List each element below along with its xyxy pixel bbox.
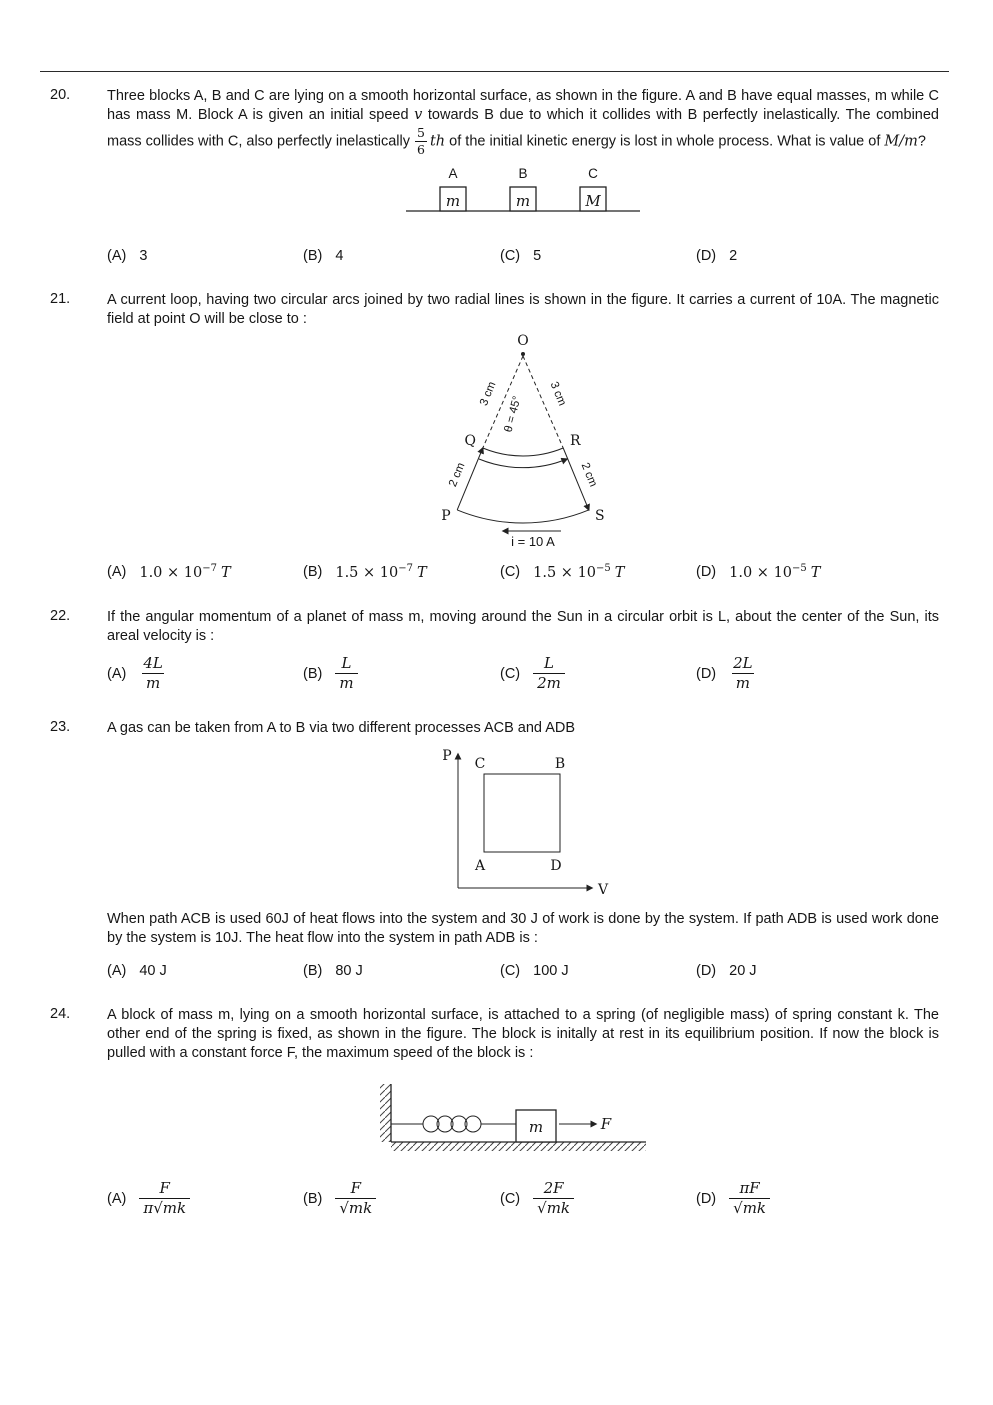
option-label: (D) (696, 962, 717, 979)
option-label: (B) (303, 247, 323, 264)
q22-option-d (696, 655, 939, 693)
q23-fig-corner-A: A (474, 858, 486, 875)
q24-option-d (696, 1180, 939, 1218)
value-base: 1.5 × 10 (533, 564, 597, 581)
question-22-number: 22. (50, 607, 71, 624)
option-label: (D) (696, 564, 717, 581)
fraction-numerator: L (341, 653, 352, 672)
q20-fig-label-A: A (448, 165, 458, 181)
q20-blocks-diagram (398, 165, 648, 229)
value-unit: T (614, 564, 625, 581)
q23-option-d (696, 963, 939, 979)
value-exponent: −7 (202, 563, 217, 575)
q21-fig-point-O: O (517, 333, 529, 350)
question-24-number: 24. (50, 1005, 71, 1022)
option-value (729, 563, 820, 581)
value-unit: T (220, 564, 231, 581)
fraction-denominator: π√mk (139, 1198, 190, 1218)
value-base: 1.5 × 10 (335, 564, 399, 581)
option-value: 2 (729, 247, 738, 264)
option-value: 100 J (533, 962, 569, 979)
q21-fig-inner-arc (483, 448, 563, 456)
q20-options (107, 248, 939, 264)
fraction-denominator: m (732, 673, 754, 693)
q20-option-b (303, 248, 500, 264)
q24-option-a (107, 1180, 303, 1218)
value-base: 1.0 × 10 (729, 564, 793, 581)
fraction-numerator: πF (739, 1178, 760, 1197)
q21-fig-angle-label: θ = 45° (502, 394, 524, 434)
q21-fig-point-S: S (595, 508, 605, 525)
option-label: (D) (696, 247, 717, 264)
q21-fig-direction-arc (479, 459, 567, 468)
question-22 (0, 608, 993, 693)
option-value: 3 (139, 247, 148, 264)
option-label: (B) (303, 665, 323, 682)
question-24-text: A block of mass m, lying on a smooth horizontal surface, is attached to a spring (of negligible mass) of spring constant k. The other end of the spring is fixed, as shown in the figure. The block is initally at rest in its equilibrium position. If now the block is pulled with a constant force F, the maximum speed of the block is : (107, 1006, 939, 1062)
q24-fig-ground-hatching (391, 1142, 646, 1151)
option-label: (A) (107, 564, 127, 581)
q20-var-v: v (414, 107, 423, 124)
fraction-numerator: 2L (733, 653, 753, 672)
option-label: (A) (107, 665, 127, 682)
q23-fig-axis-P: P (442, 748, 452, 765)
value-base: 1.0 × 10 (139, 564, 203, 581)
value-exponent: −5 (792, 563, 807, 575)
q23-fig-corner-B: B (554, 756, 566, 773)
fraction-numerator: 2F (543, 1178, 564, 1197)
fraction-denominator: 2m (533, 673, 565, 693)
option-label: (B) (303, 564, 323, 581)
option-fraction (729, 1180, 770, 1218)
q21-current-loop-diagram (383, 333, 663, 551)
option-label: (C) (500, 962, 521, 979)
option-value: 4 (335, 247, 344, 264)
option-label: (D) (696, 1190, 717, 1207)
q20-var-M-over-m: M/m (884, 132, 918, 149)
q21-fig-length-2cm-left: 2 cm (446, 461, 468, 489)
q24-options (107, 1180, 939, 1218)
fraction-numerator: 4L (143, 653, 163, 672)
q22-option-a (107, 655, 303, 693)
q20-fig-mass-m2: m (515, 191, 531, 210)
q20-option-d (696, 248, 939, 264)
top-divider (40, 71, 949, 72)
q21-fig-outer-arc (457, 510, 589, 523)
question-22-text: If the angular momentum of a planet of mass m, moving around the Sun in a circular orbit is L, about the center of the Sun, its areal velocity is : (107, 608, 939, 645)
q21-option-d (696, 563, 939, 581)
q23-fig-corner-D: D (550, 858, 562, 875)
question-24 (0, 1006, 993, 1218)
q21-fig-current-label: i = 10 A (511, 534, 555, 550)
q20-text-part1: Three blocks A, B and C are lying on a smooth horizontal surface, as shown in the figure. A and B have equal masses, m while C has mass M. Block A is given an initial speed (107, 88, 939, 124)
option-value: 40 J (139, 962, 167, 979)
option-label: (A) (107, 1190, 127, 1207)
q23-pv-diagram (434, 744, 612, 898)
q21-option-c (500, 563, 696, 581)
q24-fig-force-label: F (600, 1114, 612, 1133)
q21-current-loop-figure (107, 333, 939, 555)
value-unit: T (416, 564, 427, 581)
q23-option-c (500, 963, 696, 979)
question-20 (0, 87, 993, 264)
question-23-body (107, 719, 939, 979)
question-20-text (107, 87, 939, 157)
question-21-text: A current loop, having two circular arcs joined by two radial lines is shown in the figure. It carries a current of 10A. The magnetic field at point O will be close to : (107, 291, 939, 327)
option-label: (C) (500, 1190, 521, 1207)
q21-fig-point-R: R (570, 433, 581, 450)
option-label: (C) (500, 665, 521, 682)
option-value: 20 J (729, 962, 757, 979)
value-exponent: −5 (596, 563, 611, 575)
q21-fig-point-Q: Q (464, 433, 476, 450)
q20-frac-denominator: 6 (417, 141, 425, 157)
fraction-denominator: m (335, 673, 357, 693)
option-fraction (335, 1180, 376, 1218)
question-24-body (107, 1006, 939, 1218)
question-23-number: 23. (50, 718, 71, 735)
question-20-number: 20. (50, 87, 71, 103)
q22-option-b (303, 655, 500, 693)
q20-text-part2: towards B due to which it collides with B perfectly inelastically. The combined mass collides with C, also perfectly inelastically (107, 107, 939, 149)
option-value: 80 J (335, 962, 363, 979)
value-exponent: −7 (398, 563, 413, 575)
q24-fig-block-mass: m (528, 1117, 544, 1136)
option-fraction (729, 655, 757, 693)
fraction-numerator: F (159, 1178, 170, 1197)
q22-option-c (500, 655, 696, 693)
option-label: (D) (696, 665, 717, 682)
q24-option-b (303, 1180, 500, 1218)
option-label: (B) (303, 1190, 323, 1207)
question-23-intro: A gas can be taken from A to B via two different processes ACB and ADB (107, 719, 576, 736)
question-22-body (107, 608, 939, 693)
value-unit: T (810, 564, 821, 581)
q22-options (107, 655, 939, 693)
q23-options (107, 963, 939, 979)
q20-fig-mass-M: M (585, 191, 601, 210)
question-20-body (107, 87, 939, 264)
q20-option-c (500, 248, 696, 264)
question-23 (0, 719, 993, 979)
fraction-denominator: √mk (335, 1198, 376, 1218)
q23-pv-diagram-figure (107, 744, 939, 902)
option-value: 5 (533, 247, 542, 264)
q24-fig-spring-coils (423, 1116, 481, 1132)
q20-text-part3: of the initial kinetic energy is lost in whole process. What is value of (445, 132, 885, 149)
q21-fig-length-2cm-right: 2 cm (578, 461, 600, 489)
q20-frac-numerator: 5 (417, 124, 425, 140)
q23-fig-process-square (484, 774, 560, 852)
option-label: (A) (107, 962, 127, 979)
option-fraction (533, 1180, 574, 1218)
option-fraction (533, 655, 565, 693)
fraction-numerator: F (350, 1178, 361, 1197)
fraction-denominator: √mk (729, 1198, 770, 1218)
question-21-body (107, 291, 939, 581)
option-fraction (335, 655, 357, 693)
q23-fig-corner-C: C (474, 756, 486, 773)
fraction-numerator: L (544, 653, 555, 672)
option-fraction (139, 1180, 190, 1218)
question-23-post-text: When path ACB is used 60J of heat flows into the system and 30 J of work is done by the system. If path ADB is used work done by the system is 10J. The heat flow into the system in path ADB is : (107, 911, 939, 947)
q24-spring-block-figure (107, 1076, 939, 1164)
q20-fraction-5-6 (415, 126, 427, 157)
question-21 (0, 291, 993, 581)
option-value (533, 563, 624, 581)
q21-fig-center-dot (521, 352, 525, 356)
q21-fig-point-P: P (441, 508, 451, 525)
q21-option-b (303, 563, 500, 581)
q21-option-a (107, 563, 303, 581)
q21-fig-length-3cm-right: 3 cm (547, 380, 569, 408)
q20-blocks-figure (107, 165, 939, 233)
q20-fig-label-C: C (588, 165, 598, 181)
option-value (335, 563, 426, 581)
q20-text-part4: ? (917, 132, 926, 149)
q20-option-a (107, 248, 303, 264)
q24-fig-wall-hatching (380, 1084, 391, 1142)
q24-spring-block-diagram (378, 1076, 668, 1160)
q20-fig-mass-m1: m (445, 191, 461, 210)
option-label: (C) (500, 247, 521, 264)
q21-fig-length-3cm-left: 3 cm (477, 380, 499, 408)
option-label: (B) (303, 962, 323, 979)
option-value (139, 563, 230, 581)
option-fraction (139, 655, 167, 693)
option-label: (A) (107, 247, 127, 264)
q23-option-b (303, 963, 500, 979)
q24-option-c (500, 1180, 696, 1218)
q20-frac-suffix: th (429, 132, 446, 149)
question-21-number: 21. (50, 290, 71, 307)
q23-fig-axis-V: V (598, 882, 609, 899)
fraction-denominator: m (142, 673, 164, 693)
option-label: (C) (500, 564, 521, 581)
fraction-denominator: √mk (533, 1198, 574, 1218)
q20-fig-label-B: B (518, 165, 528, 181)
q21-options (107, 563, 939, 581)
q23-option-a (107, 963, 303, 979)
